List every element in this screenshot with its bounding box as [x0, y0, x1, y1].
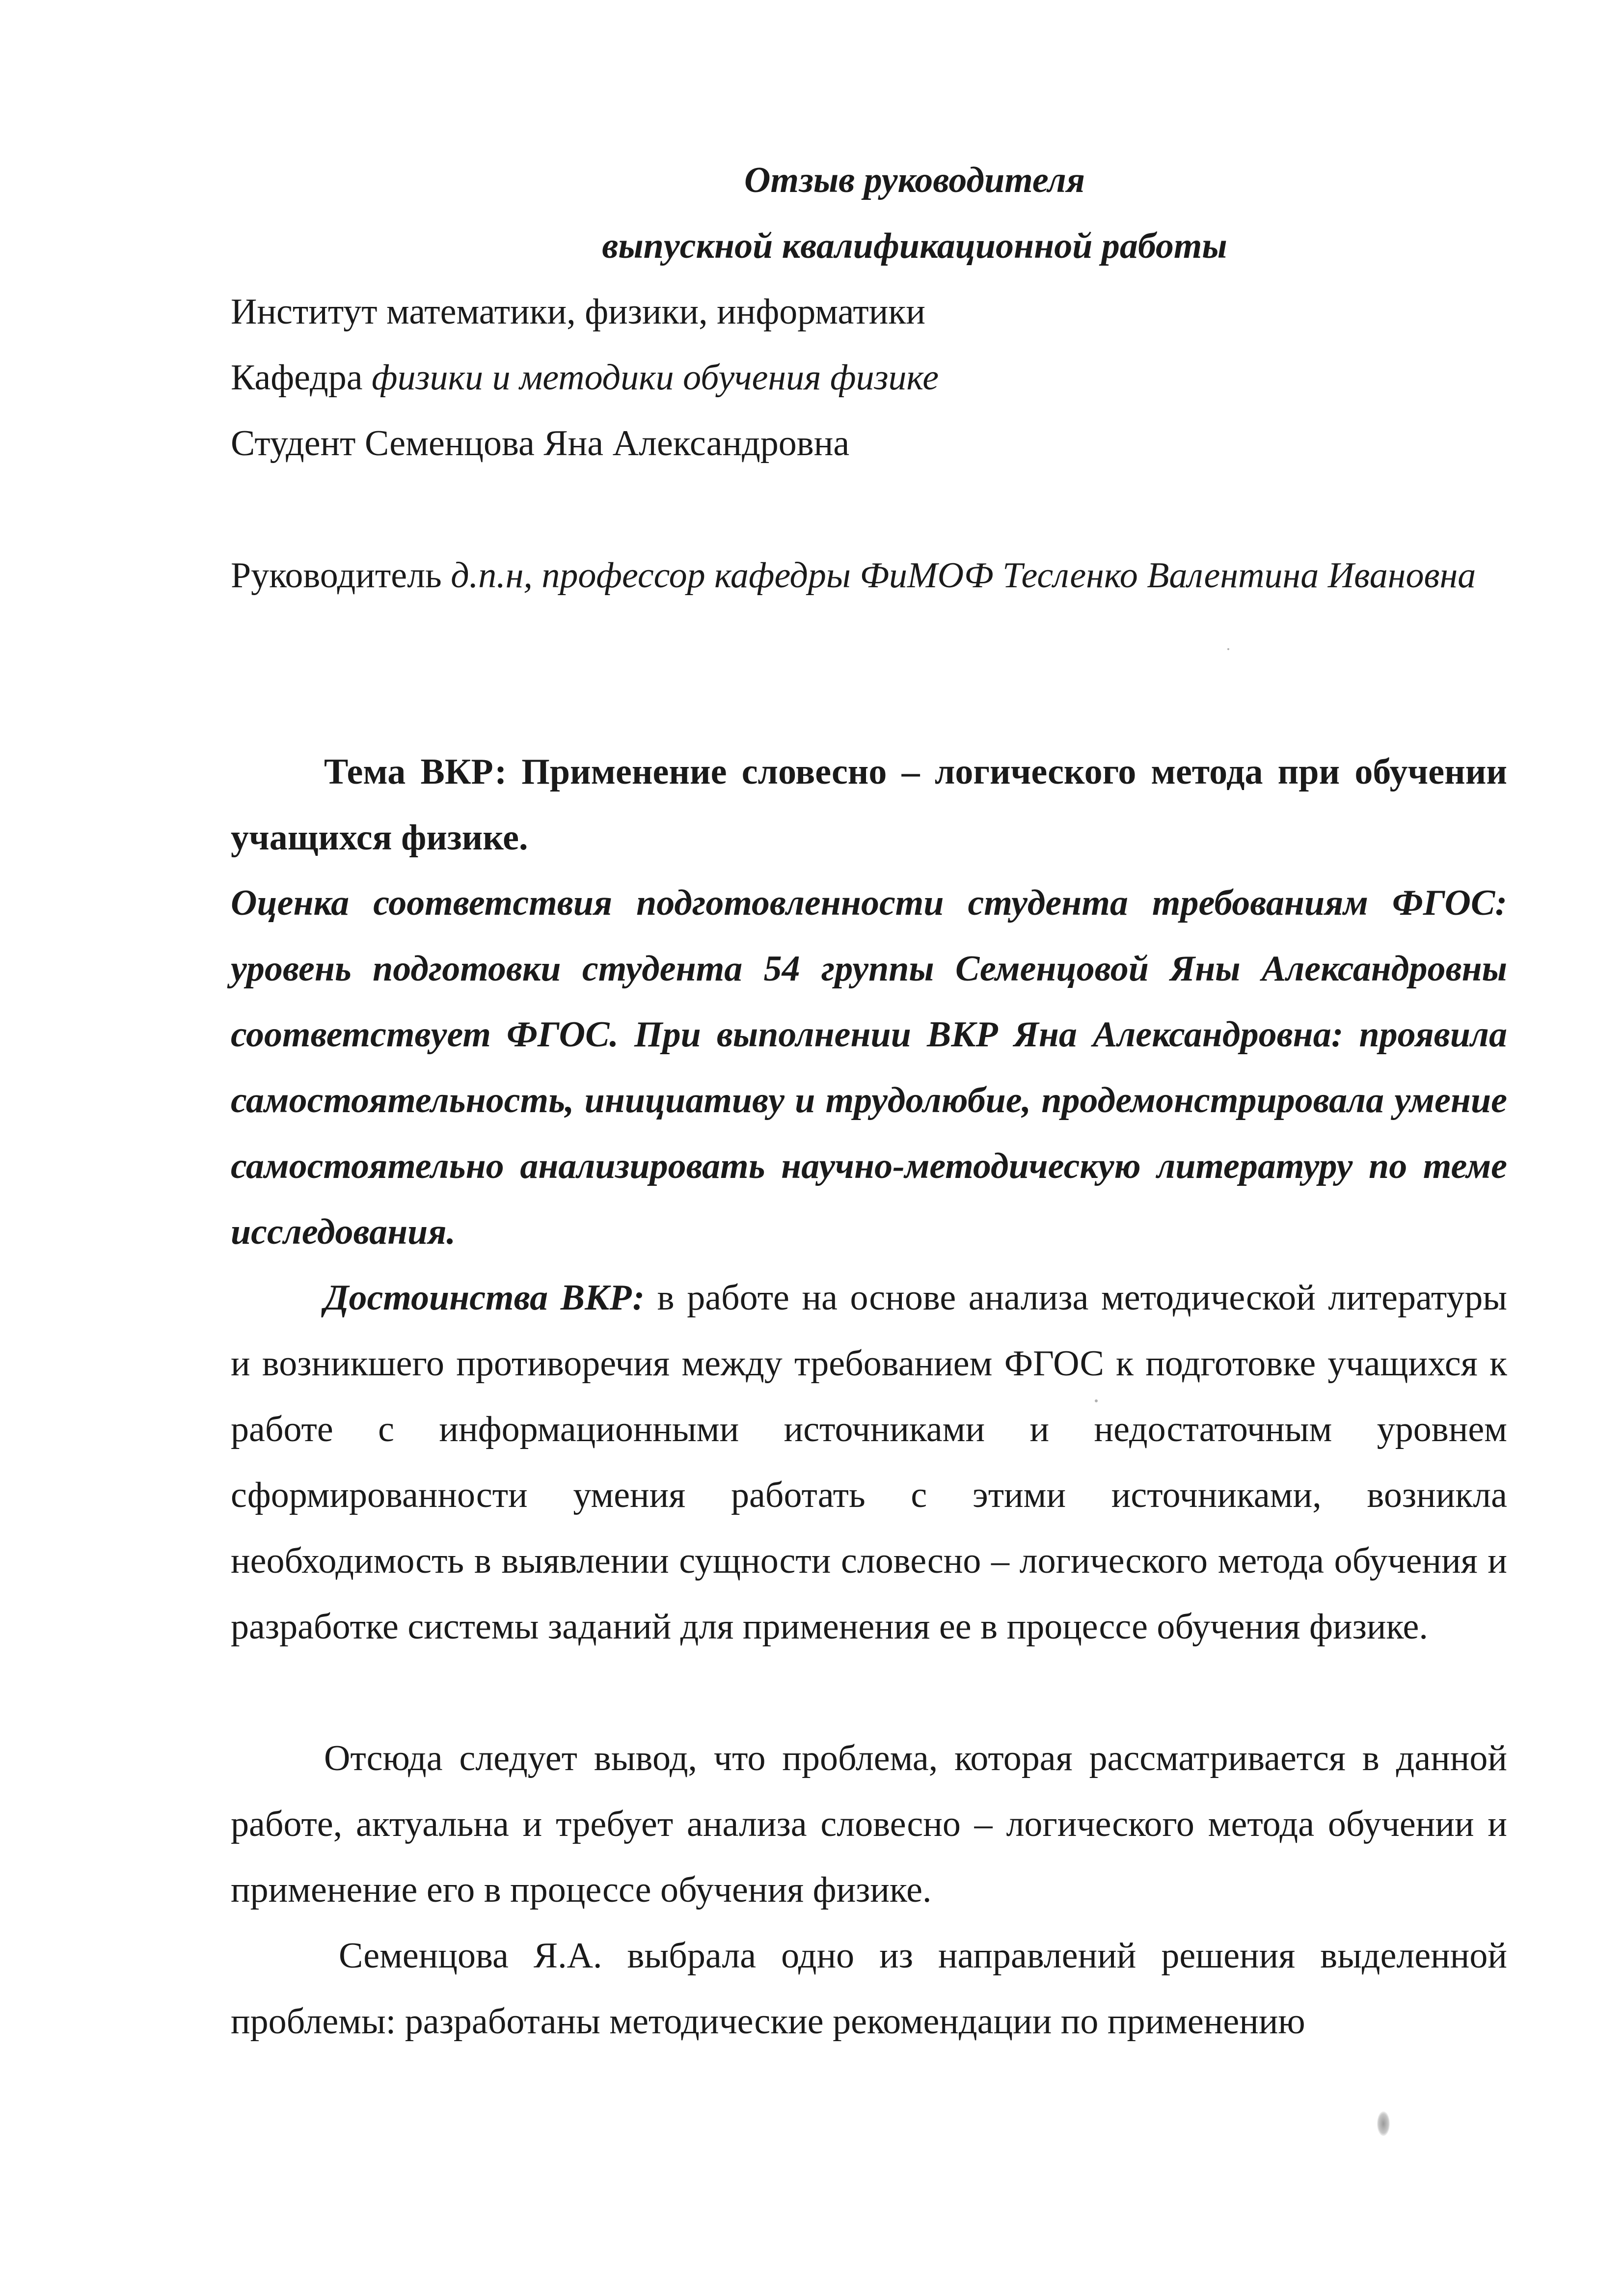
- scan-speck: [1227, 648, 1229, 650]
- topic-paragraph: Тема ВКР: Применение словесно – логического метода при обучении учащихся физике.: [231, 752, 1507, 858]
- supervisor-label: Руководитель: [231, 555, 442, 596]
- conclusion-paragraph: Отсюда следует вывод, что проблема, которая рассматривается в данной работе, актуальна и требует анализа словесно – логического метода обучении и применение его в процессе обучения физике.: [231, 1738, 1507, 1910]
- scan-smudge: [1377, 2111, 1390, 2136]
- review-title-line2: выпускной квалификационной работы: [602, 226, 1227, 266]
- supervisor-value: д.п.н, профессор кафедры ФиМОФ Тесленко Валентина Ивановна: [451, 555, 1476, 596]
- scan-speck: [1095, 1399, 1098, 1402]
- review-title-line1: Отзыв руководителя: [744, 160, 1085, 200]
- merits-text: в работе на основе анализа методической литературы и возникшего противоречия между требованием ФГОС к подготовке учащихся к работе с информационными источниками и недостаточным уровнем сформированности умения работать с этими источниками, возникла необходимость в выявлении сущности словесно – логического метода обучения и разработке системы заданий для применения ее в процессе обучения физике.: [231, 1278, 1507, 1647]
- assessment-paragraph: Оценка соответствия подготовленности студента требованиям ФГОС: уровень подготовки студента 54 группы Семенцовой Яны Александровны соответствует ФГОС. При выполнении ВКР Яна Александровна: проявила самостоятельность, инициативу и трудолюбие, продемонстрировала умение самостоятельно анализировать научно-методическую литературу по теме исследования.: [231, 883, 1507, 1252]
- direction-paragraph: Семенцова Я.А. выбрала одно из направлений решения выделенной проблемы: разработаны методические рекомендации по применению: [231, 1936, 1507, 2042]
- student-line: Студент Семенцова Яна Александровна: [231, 423, 850, 464]
- merits-paragraph: [231, 1265, 1507, 1660]
- department-line: [231, 345, 939, 410]
- merits-label: Достоинства ВКР:: [324, 1278, 645, 1318]
- institute-line: Институт математики, физики, информатики: [231, 292, 925, 332]
- department-value: физики и методики обучения физике: [372, 357, 939, 398]
- supervisor-block: [231, 543, 1507, 608]
- department-label: Кафедра: [231, 357, 372, 398]
